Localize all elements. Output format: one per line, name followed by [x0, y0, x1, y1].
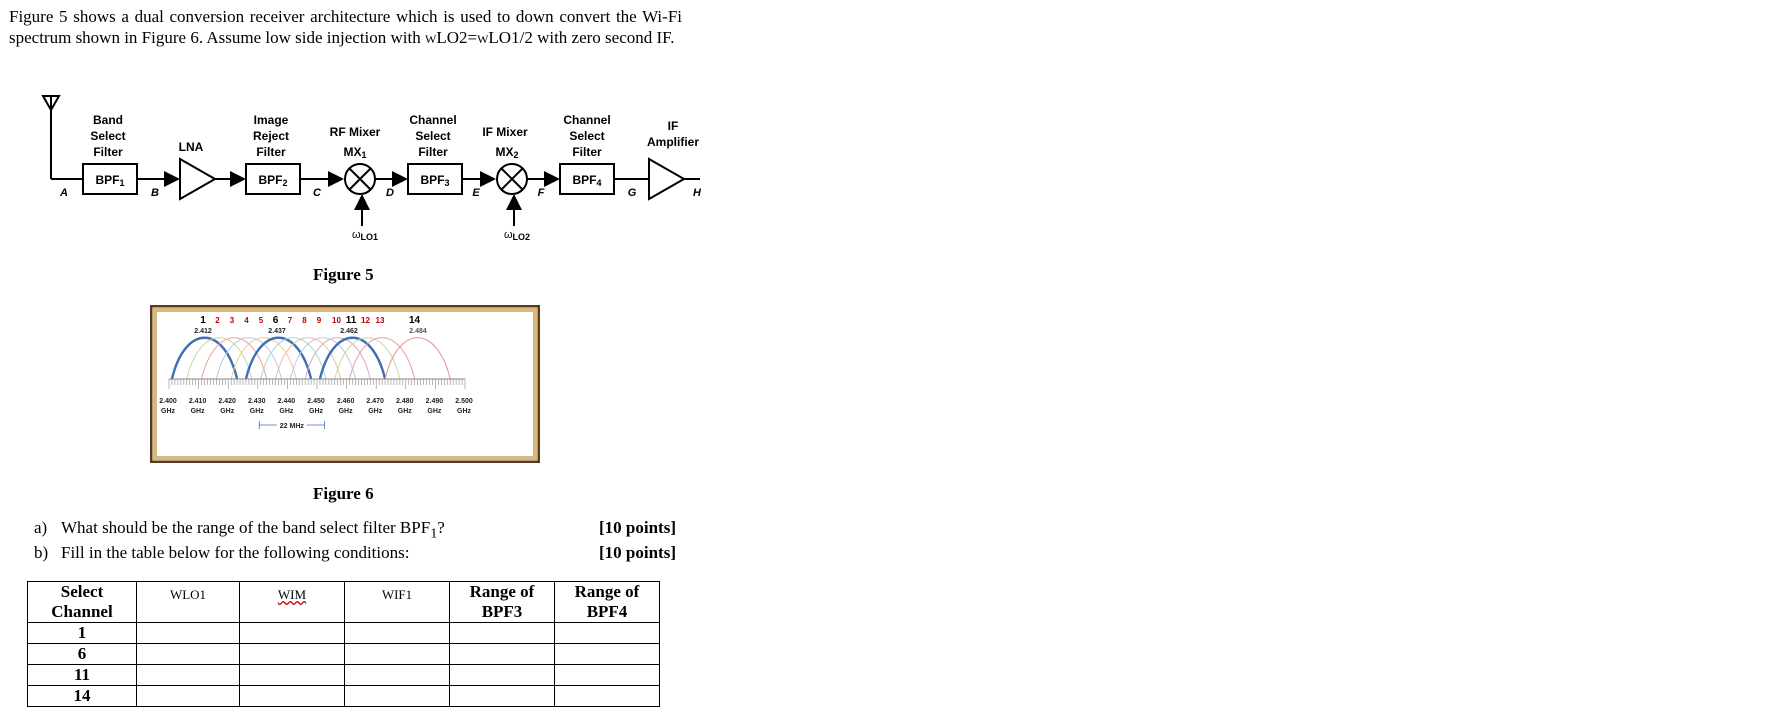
node-g: G — [627, 187, 637, 199]
axis-unit-label: GHz — [309, 408, 323, 415]
if-amplifier-label-2: Amplifier — [646, 135, 700, 149]
axis-unit-label: GHz — [161, 408, 175, 415]
cell-wif1[interactable] — [345, 686, 450, 707]
intro-paragraph — [9, 6, 682, 48]
cell-wim[interactable] — [240, 644, 345, 665]
channel-select-1-label-1: Channel — [409, 113, 457, 127]
axis-label-2.500: 2.500 — [455, 398, 473, 405]
cell-wlo1[interactable] — [137, 623, 240, 644]
band-select-label-2: Select — [90, 129, 126, 143]
image-reject-label-3: Filter — [256, 145, 286, 159]
cell-wif1[interactable] — [345, 665, 450, 686]
channel-number-5: 5 — [258, 316, 264, 325]
mx1-label: MX1 — [343, 145, 367, 160]
cell-bpf4[interactable] — [555, 644, 660, 665]
cell-bpf3[interactable] — [450, 623, 555, 644]
row-channel: 6 — [28, 644, 137, 665]
node-e: E — [472, 187, 480, 199]
center-freq-1: 2.412 — [194, 328, 212, 335]
axis-label-2.480: 2.480 — [396, 398, 414, 405]
cell-bpf3[interactable] — [450, 686, 555, 707]
lo1-label: ωLO1 — [351, 229, 379, 242]
question-a-text: What should be the range of the band select filter $BPF_1$? — [61, 518, 445, 542]
channel-number-8: 8 — [302, 316, 307, 325]
axis-label-2.400: 2.400 — [159, 398, 177, 405]
lo2-label: ωLO2 — [503, 229, 531, 242]
question-a — [34, 518, 676, 543]
cell-wif1[interactable] — [345, 644, 450, 665]
band-select-label-1: Band — [93, 113, 123, 127]
channel-number-9: 9 — [316, 316, 322, 325]
receiver-block-diagram — [0, 86, 720, 246]
axis-unit-label: GHz — [368, 408, 383, 415]
axis-label-2.490: 2.490 — [425, 398, 444, 405]
table-row — [28, 686, 660, 707]
header-wim: WIM — [240, 582, 345, 623]
channel-number-11: 11 — [345, 315, 357, 326]
channel-select-2-label-2: Select — [569, 129, 605, 143]
table-row — [28, 665, 660, 686]
table-row — [28, 644, 660, 665]
channel-number-13: 13 — [375, 316, 385, 325]
axis-unit-label: GHz — [279, 408, 294, 415]
axis-label-2.460: 2.460 — [336, 398, 355, 405]
node-c: C — [313, 187, 321, 199]
if-amplifier-label-1: IF — [667, 119, 679, 133]
cell-wlo1[interactable] — [137, 665, 240, 686]
cell-wif1[interactable] — [345, 623, 450, 644]
equals-sign: = — [467, 28, 478, 47]
axis-unit-label: GHz — [338, 408, 353, 415]
figure6-caption: Figure 6 — [313, 484, 374, 503]
questions-list — [34, 518, 676, 563]
lna-triangle-icon — [180, 159, 215, 199]
axis-unit-label: GHz — [457, 408, 471, 415]
channel-number-6: 6 — [272, 315, 279, 326]
question-a-points: [10 points] — [599, 518, 676, 537]
header-wif1: WIF1 — [345, 582, 450, 623]
axis-label-2.420: 2.420 — [218, 398, 236, 405]
cell-bpf3[interactable] — [450, 644, 555, 665]
table-header-row — [28, 582, 660, 623]
cell-bpf3[interactable] — [450, 665, 555, 686]
cell-wlo1[interactable] — [137, 644, 240, 665]
mx2-label: MX2 — [495, 145, 519, 160]
axis-label-2.440: 2.440 — [277, 398, 296, 405]
if-amplifier-triangle-icon — [649, 159, 684, 199]
image-reject-label-1: Image — [253, 113, 289, 127]
question-b-text: Fill in the table below for the following conditions: — [61, 543, 410, 563]
cell-bpf4[interactable] — [555, 623, 660, 644]
center-freq-6: 2.437 — [268, 328, 286, 335]
center-freq-11: 2.462 — [340, 328, 358, 335]
axis-unit-label: GHz — [397, 408, 412, 415]
axis-unit-label: GHz — [427, 408, 442, 415]
question-b-number: b) — [34, 543, 49, 563]
channel-number-4: 4 — [244, 316, 249, 325]
channel-select-1-label-3: Filter — [418, 145, 448, 159]
axis-label-2.470: 2.470 — [366, 398, 384, 405]
row-channel: 11 — [28, 665, 137, 686]
wlo2-symbol: wLO2 — [425, 28, 468, 47]
channel-number-1: 1 — [200, 315, 206, 326]
question-b-points: [10 points] — [599, 543, 676, 563]
channel-number-2: 2 — [215, 316, 220, 325]
axis-label-2.410: 2.410 — [188, 398, 207, 405]
node-b: B — [151, 187, 159, 199]
channel-select-2-label-1: Channel — [563, 113, 611, 127]
question-b — [34, 543, 676, 563]
channel-number-12: 12 — [361, 316, 370, 325]
image-reject-label-2: Reject — [252, 129, 290, 143]
node-a: A — [60, 187, 68, 199]
intro-text-1: Figure 5 shows a dual conversion receiver architecture which is used to down convert the Wi-Fi spectrum shown in Figure 6. Assume low side injection with — [9, 7, 682, 47]
bandwidth-label: 22 MHz — [279, 423, 304, 430]
header-range-bpf4: Range of BPF4 — [555, 582, 660, 623]
lna-label: LNA — [178, 140, 204, 154]
table-row — [28, 623, 660, 644]
cell-wim[interactable] — [240, 623, 345, 644]
channel-number-14: 14 — [408, 315, 421, 326]
node-h: H — [693, 187, 701, 199]
bpf3-label: BPF3 — [420, 173, 450, 188]
answer-table — [27, 581, 660, 707]
cell-bpf4[interactable] — [555, 686, 660, 707]
channel-select-2-label-3: Filter — [572, 145, 602, 159]
axis-label-2.430: 2.430 — [248, 398, 266, 405]
axis-label-2.450: 2.450 — [307, 398, 325, 405]
bpf2-label: BPF2 — [258, 173, 288, 188]
axis-unit-label: GHz — [190, 408, 205, 415]
header-range-bpf3: Range of BPF3 — [450, 582, 555, 623]
question-a-number: a) — [34, 518, 48, 537]
row-channel: 14 — [28, 686, 137, 707]
band-select-label-3: Filter — [93, 145, 123, 159]
node-f: F — [537, 187, 545, 199]
node-d: D — [386, 187, 394, 199]
cell-wim[interactable] — [240, 665, 345, 686]
bpf4-label: BPF4 — [572, 173, 602, 188]
wlo1-symbol: wLO1 — [477, 28, 520, 47]
axis-unit-label: GHz — [220, 408, 235, 415]
axis-unit-label: GHz — [249, 408, 264, 415]
channel-select-1-label-2: Select — [415, 129, 451, 143]
intro-text-2: /2 with zero second IF. — [519, 28, 675, 47]
wifi-spectrum-figure — [150, 305, 540, 463]
cell-bpf4[interactable] — [555, 665, 660, 686]
channel-number-10: 10 — [332, 316, 341, 325]
row-channel: 1 — [28, 623, 137, 644]
header-wlo1: WLO1 — [137, 582, 240, 623]
channel-number-3: 3 — [229, 316, 235, 325]
cell-wlo1[interactable] — [137, 686, 240, 707]
bpf1-label: BPF1 — [95, 173, 125, 188]
header-select-channel: Select Channel — [28, 582, 137, 623]
rf-mixer-label: RF Mixer — [329, 125, 381, 139]
cell-wim[interactable] — [240, 686, 345, 707]
channel-number-7: 7 — [287, 316, 293, 325]
figure5-caption: Figure 5 — [313, 265, 374, 284]
if-mixer-label: IF Mixer — [482, 125, 528, 139]
center-freq-14: 2.484 — [409, 328, 427, 335]
